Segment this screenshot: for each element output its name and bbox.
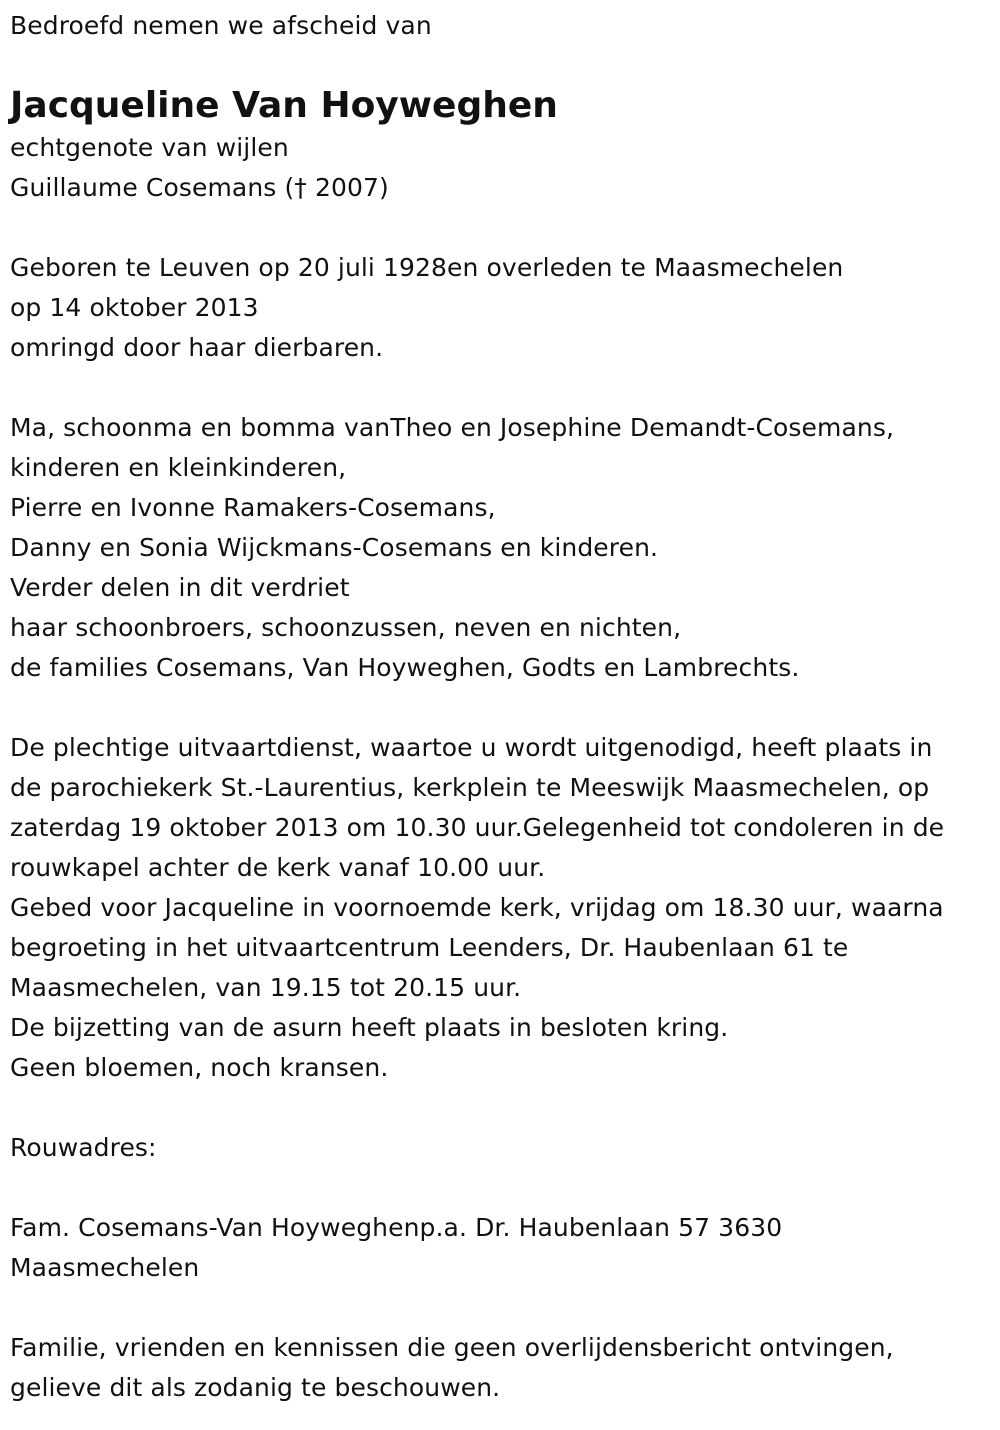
deceased-name: Jacqueline Van Hoyweghen [10,85,558,126]
spacer [10,1168,995,1208]
family-line: Ma, schoonma en bomma vanTheo en Josephine Demandt-Cosemans, [10,413,895,442]
birth-death-block [10,248,995,368]
intro-text: Bedroefd nemen we afscheid van [10,11,432,40]
service-line: Geen bloemen, noch kransen. [10,1053,389,1082]
service-line: de parochiekerk St.-Laurentius, kerkplein te Meeswijk Maasmechelen, op [10,773,930,802]
family-line: de families Cosemans, Van Hoyweghen, Godts en Lambrechts. [10,653,800,682]
service-line: Maasmechelen, van 19.15 tot 20.15 uur. [10,973,522,1002]
address-block [10,1208,995,1288]
address-label: Rouwadres: [10,1133,157,1162]
family-line: Danny en Sonia Wijckmans-Cosemans en kinderen. [10,533,659,562]
service-line: De plechtige uitvaartdienst, waartoe u wordt uitgenodigd, heeft plaats in [10,733,933,762]
family-block [10,408,995,688]
family-line: kinderen en kleinkinderen, [10,453,347,482]
spacer [10,208,995,248]
address-line: Fam. Cosemans-Van Hoyweghenp.a. Dr. Haubenlaan 57 3630 [10,1213,783,1242]
address-line: Maasmechelen [10,1253,200,1282]
closing-line: gelieve dit als zodanig te beschouwen. [10,1373,501,1402]
service-line: De bijzetting van de asurn heeft plaats in besloten kring. [10,1013,729,1042]
spacer [10,688,995,728]
service-line: begroeting in het uitvaartcentrum Leenders, Dr. Haubenlaan 61 te [10,933,849,962]
closing-line: Familie, vrienden en kennissen die geen overlijdensbericht ontvingen, [10,1333,894,1362]
spacer [10,1288,995,1328]
service-block [10,728,995,1088]
birth-death-line: omringd door haar dierbaren. [10,333,384,362]
spouse-block [10,128,995,208]
family-line: Pierre en Ivonne Ramakers-Cosemans, [10,493,496,522]
spacer [10,368,995,408]
spouse-line: echtgenote van wijlen [10,133,289,162]
spouse-line: Guillaume Cosemans († 2007) [10,173,389,202]
family-line: haar schoonbroers, schoonzussen, neven en nichten, [10,613,682,642]
birth-death-line: Geboren te Leuven op 20 juli 1928en overleden te Maasmechelen [10,253,844,282]
service-line: zaterdag 19 oktober 2013 om 10.30 uur.Gelegenheid tot condoleren in de [10,813,945,842]
service-line: rouwkapel achter de kerk vanaf 10.00 uur. [10,853,546,882]
closing-block [10,1328,995,1408]
service-line: Gebed voor Jacqueline in voornoemde kerk, vrijdag om 18.30 uur, waarna [10,893,944,922]
birth-death-line: op 14 oktober 2013 [10,293,259,322]
spacer [10,1088,995,1128]
obituary-notice [10,6,995,1408]
family-line: Verder delen in dit verdriet [10,573,350,602]
